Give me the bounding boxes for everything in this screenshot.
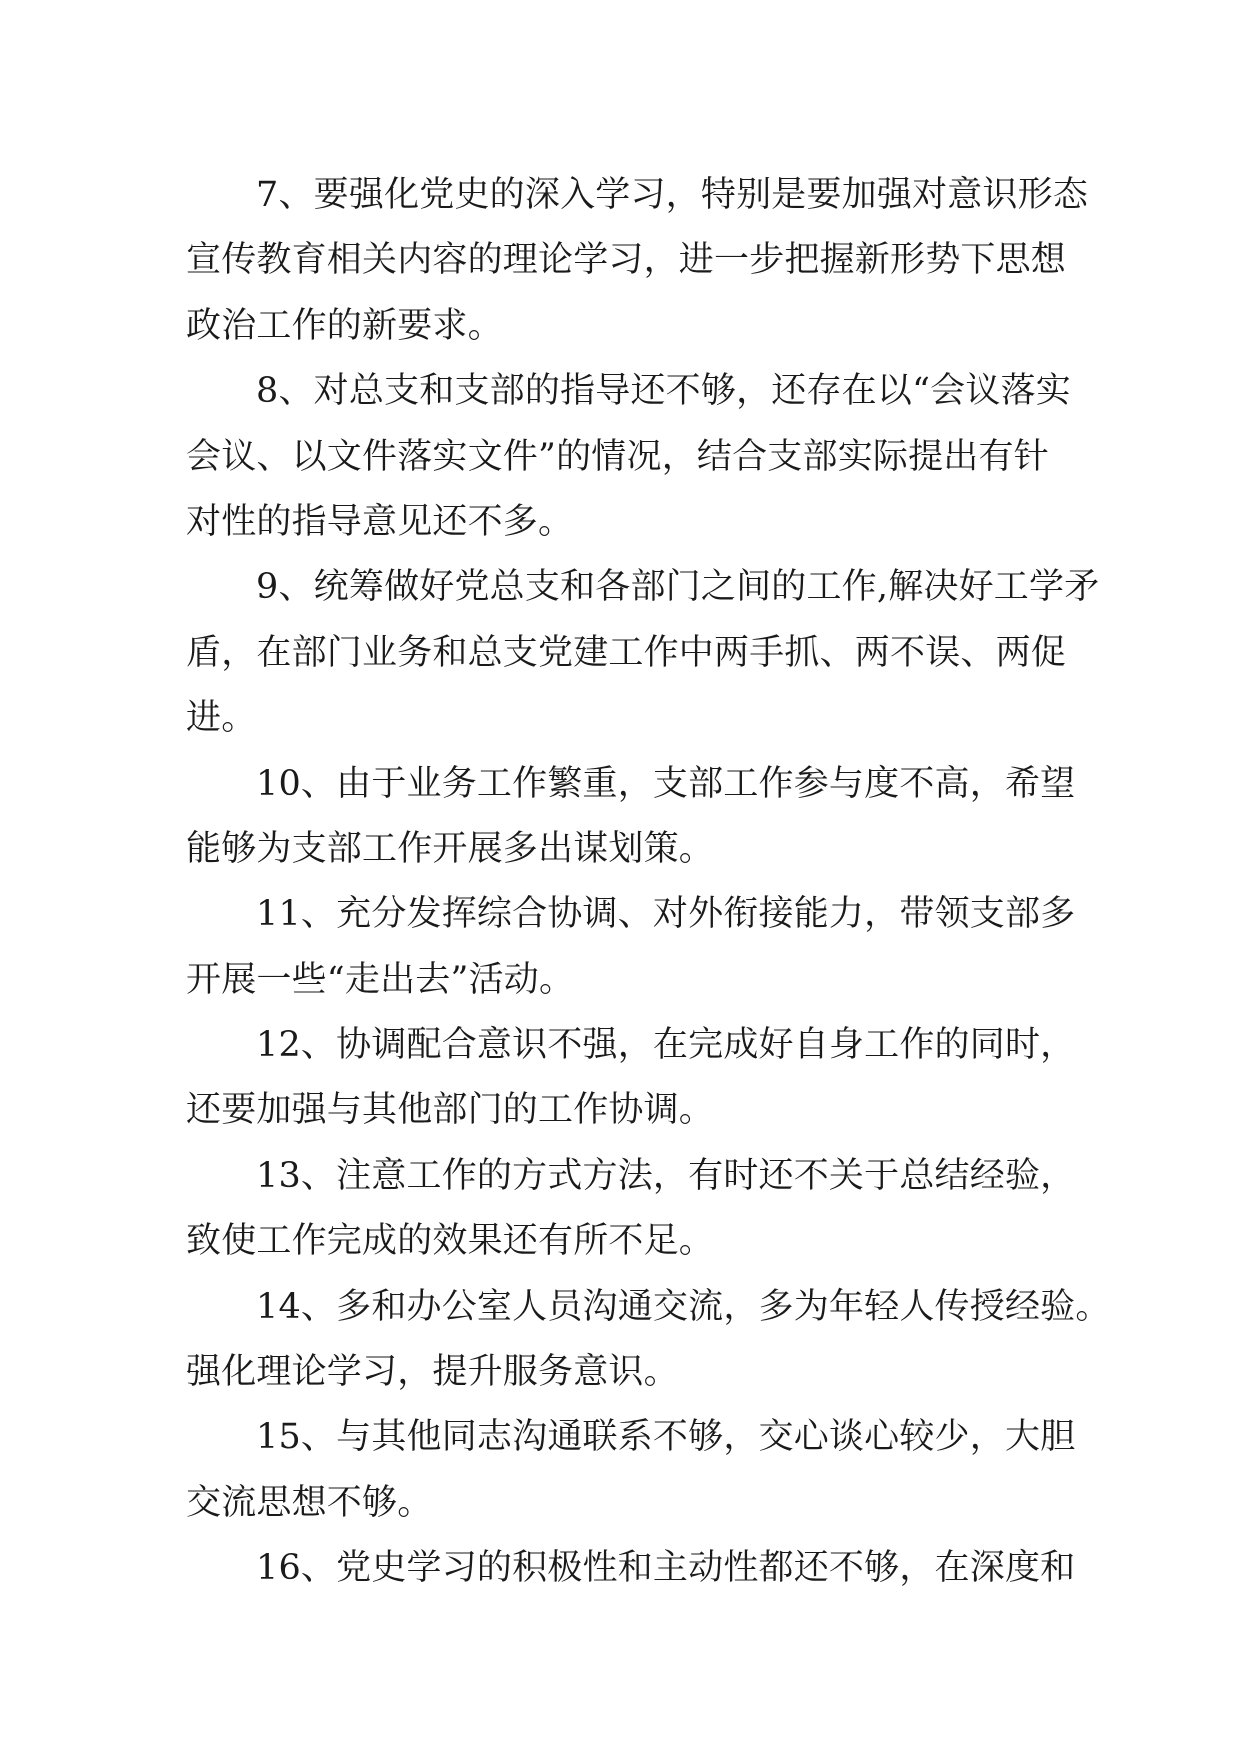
paragraph-10-line-1: 10、由于业务工作繁重，支部工作参与度不高，希望 [256,763,1076,804]
paragraph-13-line-2: 致使工作完成的效果还有所不足。 [186,1221,715,1262]
paragraph-12-line-1: 12、协调配合意识不强，在完成好自身工作的同时， [256,1025,1076,1066]
paragraph-9-line-2: 盾，在部门业务和总支党建工作中两手抓、两不误、两促 [186,632,1067,673]
paragraph-8-line-3: 对性的指导意见还不多。 [186,501,574,542]
paragraph-15-line-2: 交流思想不够。 [186,1482,433,1523]
paragraph-8-line-2: 会议、以文件落实文件”的情况，结合支部实际提出有针 [186,436,1049,477]
paragraph-7-line-2: 宣传教育相关内容的理论学习，进一步把握新形势下思想 [186,240,1067,281]
paragraph-7-line-3: 政治工作的新要求。 [186,305,503,346]
paragraph-10-line-2: 能够为支部工作开展多出谋划策。 [186,828,715,869]
paragraph-15-line-1: 15、与其他同志沟通联系不够，交心谈心较少，大胆 [256,1417,1076,1458]
paragraph-12-line-2: 还要加强与其他部门的工作协调。 [186,1090,715,1131]
paragraph-7-line-1: 7、要强化党史的深入学习，特别是要加强对意识形态 [256,175,1089,215]
paragraph-14-line-1: 14、多和办公室人员沟通交流，多为年轻人传授经验。 [256,1286,1111,1327]
paragraph-8-line-1: 8、对总支和支部的指导还不够，还存在以“会议落实 [256,371,1071,412]
paragraph-13-line-1: 13、注意工作的方式方法，有时还不关于总结经验， [256,1155,1076,1196]
paragraph-14-line-2: 强化理论学习，提升服务意识。 [186,1352,679,1393]
paragraph-16-line-1: 16、党史学习的积极性和主动性都还不够，在深度和 [256,1548,1076,1589]
paragraph-9-line-3: 进。 [186,698,257,739]
paragraph-11-line-1: 11、充分发挥综合协调、对外衔接能力，带领支部多 [256,894,1076,935]
document-body [186,163,1111,1602]
paragraph-9-line-1: 9、统筹做好党总支和各部门之间的工作,解决好工学矛 [256,567,1100,608]
paragraph-11-line-2: 开展一些“走出去”活动。 [186,959,575,1000]
